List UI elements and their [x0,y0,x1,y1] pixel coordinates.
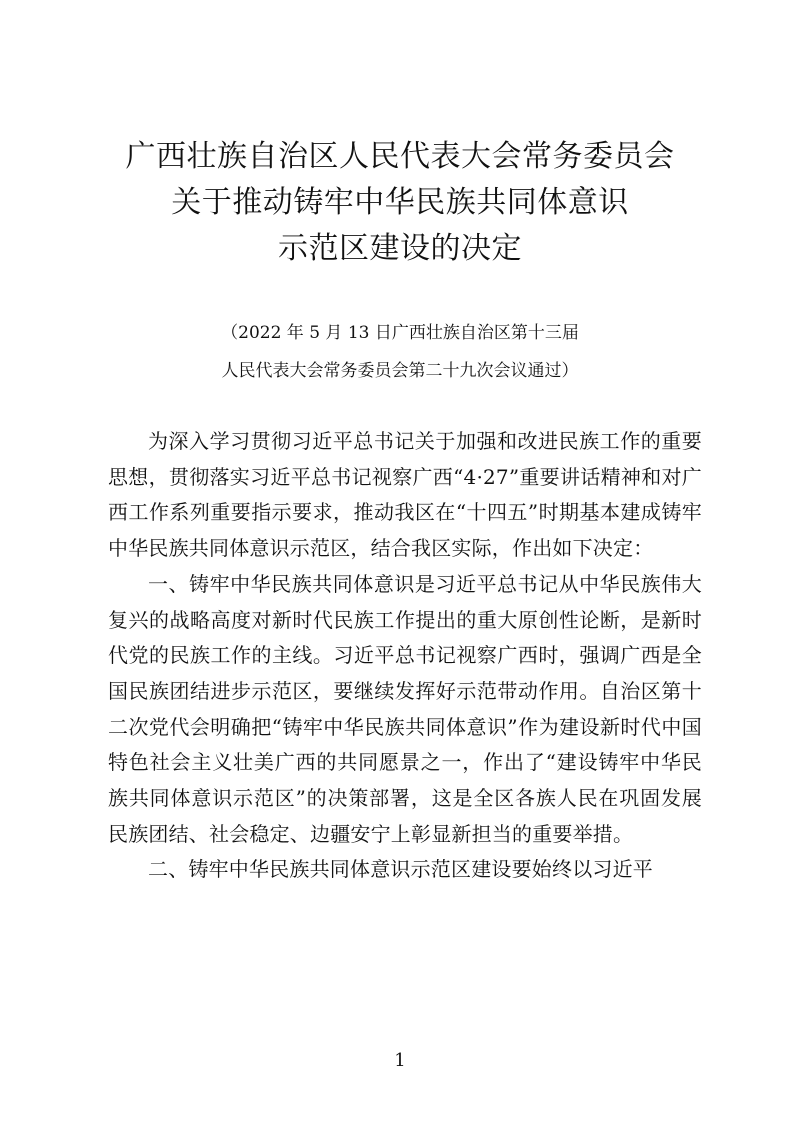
title-line-2: 关于推动铸牢中华民族共同体意识 [171,185,629,220]
paragraph-section-2: 二、铸牢中华民族共同体意识示范区建设要始终以习近平 [148,857,653,882]
document-title [0,134,800,272]
subtitle-line-1: （2022 年 5 月 13 日广西壮族自治区第十三届 [221,323,579,343]
paragraph-section-1: 一、铸牢中华民族共同体意识是习近平总书记从中华民族伟大复兴的战略高度对新时代民族工作提出的重大原创性论断，是新时代党的民族工作的主线。习近平总书记视察广西时，强调广西是全国民族团结进步示范区，要继续发挥好示范带动作用。自治区第十二次党代会明确把“铸牢中华民族共同体意识”作为建设新时代中国特色社会主义壮美广西的共同愿景之一，作出了“建设铸牢中华民族共同体意识示范区”的决策部署，这是全区各族人民在巩固发展民族团结、社会稳定、边疆安宁上彰显新担当的重要举措。 [108,571,702,846]
page-number: 1 [394,1050,406,1071]
document-subtitle [0,314,800,390]
subtitle-line-2: 人民代表大会常务委员会第二十九次会议通过） [221,361,579,381]
title-line-3: 示范区建设的决定 [278,231,522,266]
document-body [108,424,702,888]
title-line-1: 广西壮族自治区人民代表大会常务委员会 [125,139,675,174]
paragraph-intro: 为深入学习贯彻习近平总书记关于加强和改进民族工作的重要思想，贯彻落实习近平总书记视察广西“4·27”重要讲话精神和对广西工作系列重要指示要求，推动我区在“十四五”时期基本建成铸牢中华民族共同体意识示范区，结合我区实际，作出如下决定： [108,429,702,561]
